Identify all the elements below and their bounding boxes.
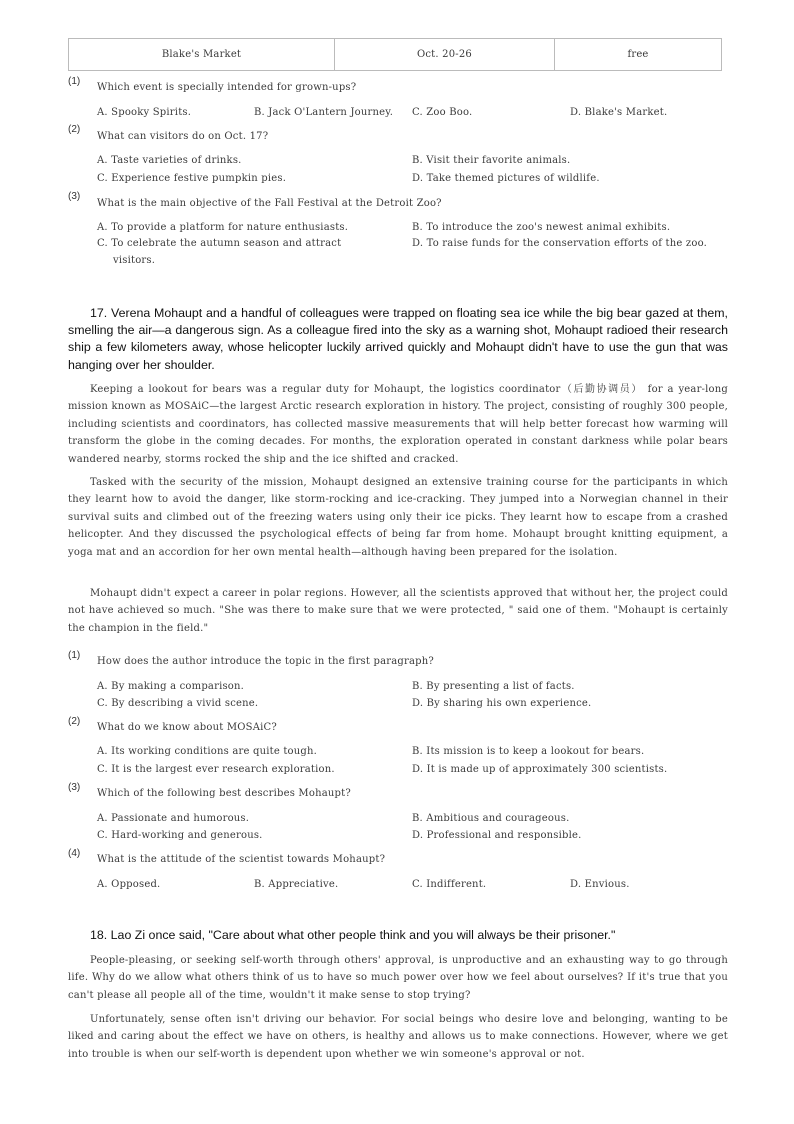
option: B. Its mission is to keep a lookout for bears. xyxy=(412,746,645,757)
option: A. Passionate and humorous. xyxy=(97,813,250,824)
option: A. Its working conditions are quite tough. xyxy=(97,746,318,757)
question-number: (3) xyxy=(68,191,81,202)
question-number: (1) xyxy=(68,76,81,87)
option: A. Opposed. xyxy=(97,879,161,890)
option: C. Hard-working and generous. xyxy=(97,830,263,841)
option: A. Taste varieties of drinks. xyxy=(97,155,242,166)
option: D. To raise funds for the conservation efforts of the zoo. xyxy=(412,238,707,249)
passage-18-intro: 18. Lao Zi once said, "Care about what other people think and you will always be their prisoner." xyxy=(90,928,616,942)
option: C. Zoo Boo. xyxy=(412,107,473,118)
option: C. It is the largest ever research exploration. xyxy=(97,764,335,775)
question-number: (4) xyxy=(68,848,81,859)
option: C. Indifferent. xyxy=(412,879,487,890)
event-cell: Blake's Market xyxy=(69,39,335,71)
passage-18-paragraph: Unfortunately, sense often isn't driving our behavior. For social beings who desire love and belonging, wanting to be liked and caring about the effect we have on others, is healthy and allows us to make connections. However, where we get into trouble is when our self-worth is dependent upon whether we win someone's approval or not. xyxy=(68,1014,728,1060)
option: A. To provide a platform for nature enthusiasts. xyxy=(97,222,349,233)
option: B. Visit their favorite animals. xyxy=(412,155,571,166)
option: B. Ambitious and courageous. xyxy=(412,813,570,824)
option: B. To introduce the zoo's newest animal exhibits. xyxy=(412,222,671,233)
option: B. Appreciative. xyxy=(254,879,339,890)
option: D. Blake's Market. xyxy=(570,107,668,118)
passage-17-paragraph: Keeping a lookout for bears was a regular duty for Mohaupt, the logistics coordinator（后勤协调员） for a year-long mission known as MOSAiC—the largest Arctic research exploration in history. The project, consisting of roughly 300 people, including scientists and coordinators, has collected massive measurements that will help better forecast how warming will transform the globe in the coming decades. For months, the exploration operated in constant darkness while polar bears wandered nearby, storms rocked the ship and the ice shifted and cracked. xyxy=(68,384,728,465)
option: C. By describing a vivid scene. xyxy=(97,698,259,709)
question-text: What can visitors do on Oct. 17? xyxy=(97,131,269,142)
option: C. Experience festive pumpkin pies. xyxy=(97,173,287,184)
option: B. By presenting a list of facts. xyxy=(412,681,575,692)
question-number: (2) xyxy=(68,124,81,135)
passage-17-intro: 17. Verena Mohaupt and a handful of colleagues were trapped on floating sea ice while the big bear gazed at them, smelling the air—a dangerous sign. As a colleague fired into the sky as a warning shot, Mohaupt radioed their research ship a few kilometers away, whose helicopter luckily arrived quickly and Mohaupt didn't have to use the gun that was hanging over her shoulder. xyxy=(68,306,728,372)
question-number: (1) xyxy=(68,650,81,661)
option: D. Take themed pictures of wildlife. xyxy=(412,173,600,184)
option: D. By sharing his own experience. xyxy=(412,698,592,709)
option: D. It is made up of approximately 300 scientists. xyxy=(412,764,668,775)
question-text: Which of the following best describes Mohaupt? xyxy=(97,788,351,799)
question-number: (2) xyxy=(68,716,81,727)
passage-17-paragraph: Mohaupt didn't expect a career in polar regions. However, all the scientists approved that without her, the project could not have achieved so much. "She was there to make sure that we were protected, " said one of them. "Mohaupt is certainly the champion in the field." xyxy=(68,588,728,634)
question-text: What is the attitude of the scientist towards Mohaupt? xyxy=(97,854,386,865)
price-cell: free xyxy=(555,39,722,71)
option: B. Jack O'Lantern Journey. xyxy=(254,107,394,118)
question-text: What do we know about MOSAiC? xyxy=(97,722,277,733)
option: D. Professional and responsible. xyxy=(412,830,582,841)
option: C. To celebrate the autumn season and attract visitors. xyxy=(97,238,342,267)
events-table xyxy=(68,38,722,71)
option: D. Envious. xyxy=(570,879,630,890)
question-number: (3) xyxy=(68,782,81,793)
date-cell: Oct. 20-26 xyxy=(335,39,555,71)
question-text: What is the main objective of the Fall Festival at the Detroit Zoo? xyxy=(97,198,442,209)
option: A. Spooky Spirits. xyxy=(97,107,192,118)
passage-18-paragraph: People-pleasing, or seeking self-worth through others' approval, is unproductive and an exhausting way to go through life. Why do we allow what others think of us to have so much power over how we feel about ourselves? If it's true that you can't please all people all of the time, wouldn't it make sense to stop trying? xyxy=(68,955,728,1001)
passage-17-paragraph: Tasked with the security of the mission, Mohaupt designed an extensive training course for the participants in which they learnt how to avoid the danger, like storm-rocking and ice-cracking. They jumped into a Norwegian channel in their survival suits and climbed out of the freezing waters using only their ice picks. They learnt how to escape from a crashed helicopter. And they discussed the psychological effects of being far from home. Mohaupt brought knitting equipment, a yoga mat and an accordion for her own mental health—although having been prepared for the isolation. xyxy=(68,477,728,558)
option: A. By making a comparison. xyxy=(97,681,245,692)
question-text: Which event is specially intended for grown-ups? xyxy=(97,82,357,93)
question-text: How does the author introduce the topic in the first paragraph? xyxy=(97,656,434,667)
table-row xyxy=(69,39,722,71)
